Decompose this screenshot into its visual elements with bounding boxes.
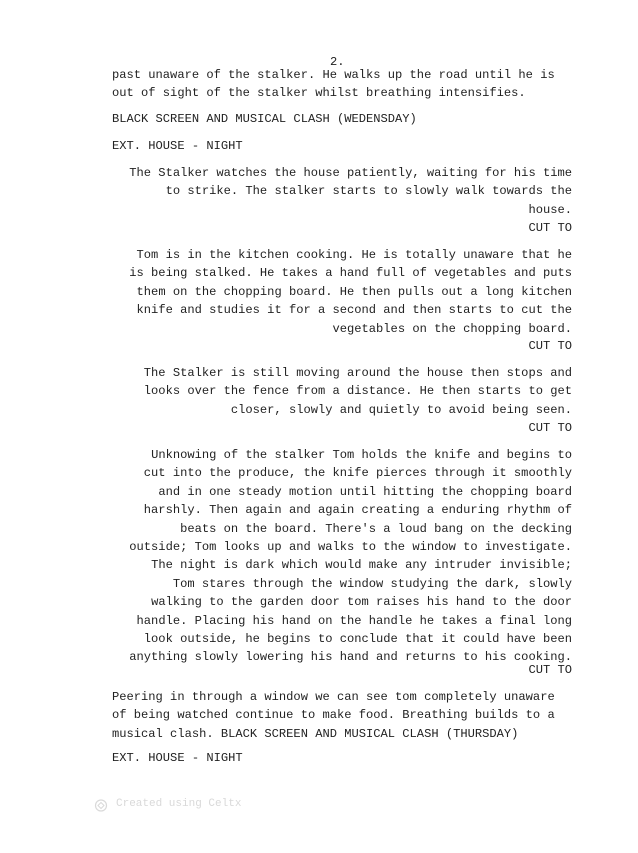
transition-black-screen-wednesday: BLACK SCREEN AND MUSICAL CLASH (WEDENSDAY) [112, 112, 417, 126]
text-line: The Stalker is still moving around the house then stops and [143, 366, 572, 380]
action-paragraph-3 [112, 246, 572, 338]
cut-to-transition: CUT TO [528, 663, 572, 677]
celtx-logo-icon [94, 798, 108, 812]
action-paragraph-5 [112, 446, 572, 667]
page-number: 2. [330, 55, 345, 69]
text-line: and in one steady motion until hitting the chopping board [158, 484, 572, 499]
text-line: outside; Tom looks up and walks to the window to investigate. [129, 540, 572, 555]
cut-to-transition: CUT TO [528, 421, 572, 435]
action-paragraph-2 [112, 164, 572, 219]
scene-heading-1: EXT. HOUSE - NIGHT [112, 139, 243, 153]
text-line: vegetables on the chopping board. [332, 321, 572, 336]
footer-text: Created using Celtx [116, 798, 242, 810]
action-paragraph-4 [112, 364, 572, 419]
text-line: looks over the fence from a distance. He then starts to get [143, 384, 572, 399]
text-line: Unknowing of the stalker Tom holds the knife and begins to [151, 448, 572, 462]
action-paragraph-6 [112, 688, 572, 743]
text-line: out of sight of the stalker whilst breathing intensifies. [112, 86, 526, 101]
text-line: The night is dark which would make any intruder invisible; [151, 558, 572, 573]
cut-to-transition: CUT TO [528, 221, 572, 235]
cut-to-transition: CUT TO [528, 339, 572, 353]
text-line: house. [528, 202, 572, 217]
text-line: harshly. Then again and again creating a enduring rhythm of [143, 503, 572, 518]
text-line: of being watched continue to make food. Breathing builds to a [112, 708, 555, 723]
text-line: handle. Placing his hand on the handle he takes a final long [136, 613, 572, 628]
text-line: anything slowly lowering his hand and returns to his cooking. [129, 650, 572, 665]
text-line: to strike. The stalker starts to slowly walk towards the [165, 184, 572, 199]
scene-heading-2: EXT. HOUSE - NIGHT [112, 751, 243, 765]
text-line: them on the chopping board. He then pulls out a long kitchen [136, 284, 572, 299]
text-line: cut into the produce, the knife pierces through it smoothly [143, 466, 572, 481]
text-line: closer, slowly and quietly to avoid being seen. [230, 402, 572, 417]
text-line: beats on the board. There's a loud bang on the decking [180, 521, 572, 536]
text-line: Tom is in the kitchen cooking. He is totally unaware that he [136, 248, 572, 262]
text-line: look outside, he begins to conclude that it could have been [143, 632, 572, 647]
text-line: musical clash. BLACK SCREEN AND MUSICAL CLASH (THURSDAY) [112, 726, 519, 741]
text-line: Peering in through a window we can see tom completely unaware [112, 690, 555, 704]
text-line: is being stalked. He takes a hand full of vegetables and puts [129, 266, 572, 281]
footer-watermark [94, 797, 242, 853]
text-line: The Stalker watches the house patiently, waiting for his time [129, 166, 572, 180]
text-line: Tom stares through the window studying the dark, slowly [172, 576, 572, 591]
text-line: past unaware of the stalker. He walks up the road until he is [112, 68, 555, 82]
text-line: knife and studies it for a second and then starts to cut the [136, 303, 572, 318]
text-line: walking to the garden door tom raises his hand to the door [151, 595, 572, 610]
action-paragraph-1 [112, 66, 572, 103]
